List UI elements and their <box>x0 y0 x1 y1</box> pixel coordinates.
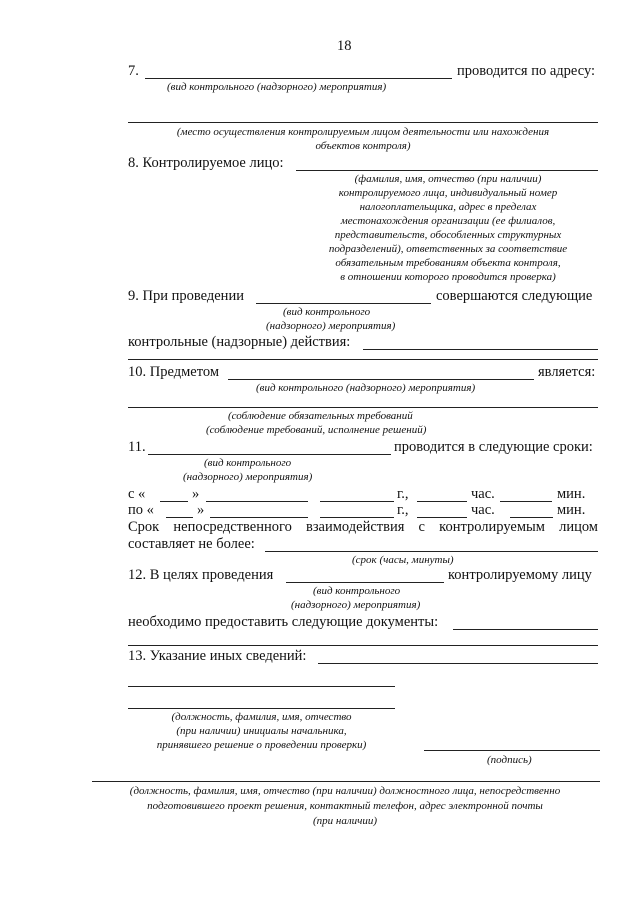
s11-from-hour-label: час. <box>471 486 495 502</box>
s11-from-min-label: мин. <box>557 486 586 502</box>
s10-caption-1: (соблюдение обязательных требований <box>228 410 413 422</box>
s13-field <box>318 663 598 664</box>
s13-label: 13. Указание иных сведений: <box>128 648 307 664</box>
s11-event-field <box>148 454 391 455</box>
s9-left: 9. При проведении <box>128 288 244 304</box>
s11-caption-2: (надзорного) мероприятия) <box>183 471 313 483</box>
s7-text-right: проводится по адресу: <box>457 63 596 79</box>
s10-caption-event: (вид контрольного (надзорного) мероприятия) <box>256 382 476 394</box>
s11-to-hour-field <box>417 517 467 518</box>
page-number: 18 <box>337 38 352 54</box>
s8-caption-line: контролируемого лица, индивидуальный номер <box>338 187 558 199</box>
s11-from-hour-field <box>417 501 467 502</box>
s12-left: 12. В целях проведения <box>128 567 274 583</box>
s11-right: проводится в следующие сроки: <box>394 439 593 455</box>
footer-caption-3: (при наличии) <box>312 815 378 827</box>
sign-caption-1: (должность, фамилия, имя, отчество <box>171 711 352 723</box>
s8-field <box>296 170 598 171</box>
s11-number: 11. <box>128 439 146 455</box>
s11-from-year-label: г., <box>397 486 409 502</box>
s7-caption-place-2: объектов контроля) <box>315 140 411 152</box>
signature-caption: (подпись) <box>487 754 532 766</box>
s10-right: является: <box>538 364 596 380</box>
s8-caption-line: налогоплательщика, адрес в пределах <box>359 201 537 213</box>
s12-caption-2: (надзорного) мероприятия) <box>291 599 421 611</box>
s12-event-field <box>286 582 444 583</box>
s10-subject-field <box>128 407 598 408</box>
sign-caption-3: принявшего решение о проведении проверки) <box>156 739 367 751</box>
s12-caption-1: (вид контрольного <box>313 585 401 597</box>
s11-from-close: » <box>192 486 200 502</box>
s11-to-min-label: мин. <box>557 502 586 518</box>
s11-to-year-field <box>320 517 394 518</box>
footer-caption-2: подготовившего проект решения, контактный телефон, адрес электронной почты <box>147 800 543 812</box>
s8-label: 8. Контролируемое лицо: <box>128 155 284 171</box>
s11-term-line: Срок непосредственного взаимодействия с контролируемым лицом <box>128 519 598 535</box>
s10-event-field <box>228 379 534 380</box>
s10-caption-2: (соблюдение требований, исполнение решений) <box>206 424 427 436</box>
s11-to-close: » <box>197 502 205 518</box>
s10-left: 10. Предметом <box>128 364 220 380</box>
s11-to-month-field <box>210 517 308 518</box>
s11-from-min-field <box>500 501 552 502</box>
s7-place-field <box>128 122 598 123</box>
s8-caption-line: в отношении которого проводится проверка) <box>340 271 556 283</box>
s9-actions-field-2 <box>128 359 598 360</box>
s7-number: 7. <box>128 63 139 79</box>
s11-to-open: по « <box>128 502 154 518</box>
s8-caption-line: представительств, обособленных структурных <box>334 229 562 241</box>
s12-right: контролируемому лицу <box>448 567 592 583</box>
s7-caption-place-1: (место осуществления контролируемым лицом деятельности или нахождения <box>176 126 550 138</box>
s9-actions-field <box>363 349 598 350</box>
sign-official-field-2 <box>128 708 395 709</box>
s7-event-field <box>145 78 452 79</box>
s11-to-day-field <box>166 517 193 518</box>
s8-caption-line: обязательным требованиям объекта контроля, <box>335 257 561 269</box>
footer-field <box>92 781 600 782</box>
s12-documents-field-2 <box>128 645 598 646</box>
footer-caption-1: (должность, фамилия, имя, отчество (при наличии) должностного лица, непосредственно <box>129 785 561 797</box>
s11-from-month-field <box>206 501 308 502</box>
s9-caption-1: (вид контрольного <box>283 306 371 318</box>
s9-caption-2: (надзорного) мероприятия) <box>266 320 396 332</box>
s9-right: совершаются следующие <box>436 288 593 304</box>
s11-caption-term: (срок (часы, минуты) <box>352 554 454 566</box>
sign-official-field <box>128 686 395 687</box>
s11-to-hour-label: час. <box>471 502 495 518</box>
s12-documents-field <box>453 629 598 630</box>
sign-caption-2: (при наличии) инициалы начальника, <box>176 725 347 737</box>
s8-caption-line: (фамилия, имя, отчество (при наличии) <box>354 173 542 185</box>
s11-to-year-label: г., <box>397 502 409 518</box>
s11-from-open: с « <box>128 486 146 502</box>
s12-line2: необходимо предоставить следующие документы: <box>128 614 439 630</box>
s9-event-field <box>256 303 431 304</box>
s11-caption-1: (вид контрольного <box>204 457 292 469</box>
s7-caption-event: (вид контрольного (надзорного) мероприятия) <box>167 81 387 93</box>
s11-term-line2: составляет не более: <box>128 536 255 552</box>
s8-caption-block <box>298 172 598 284</box>
s8-caption-line: подразделений), ответственных за соответствие <box>328 243 568 255</box>
signature-field <box>424 750 600 751</box>
s11-from-year-field <box>320 501 394 502</box>
s11-to-min-field <box>510 517 553 518</box>
s11-term-field <box>265 551 598 552</box>
s11-from-day-field <box>160 501 188 502</box>
s9-line2: контрольные (надзорные) действия: <box>128 334 351 350</box>
s8-caption-line: местонахождения организации (ее филиалов, <box>340 215 556 227</box>
